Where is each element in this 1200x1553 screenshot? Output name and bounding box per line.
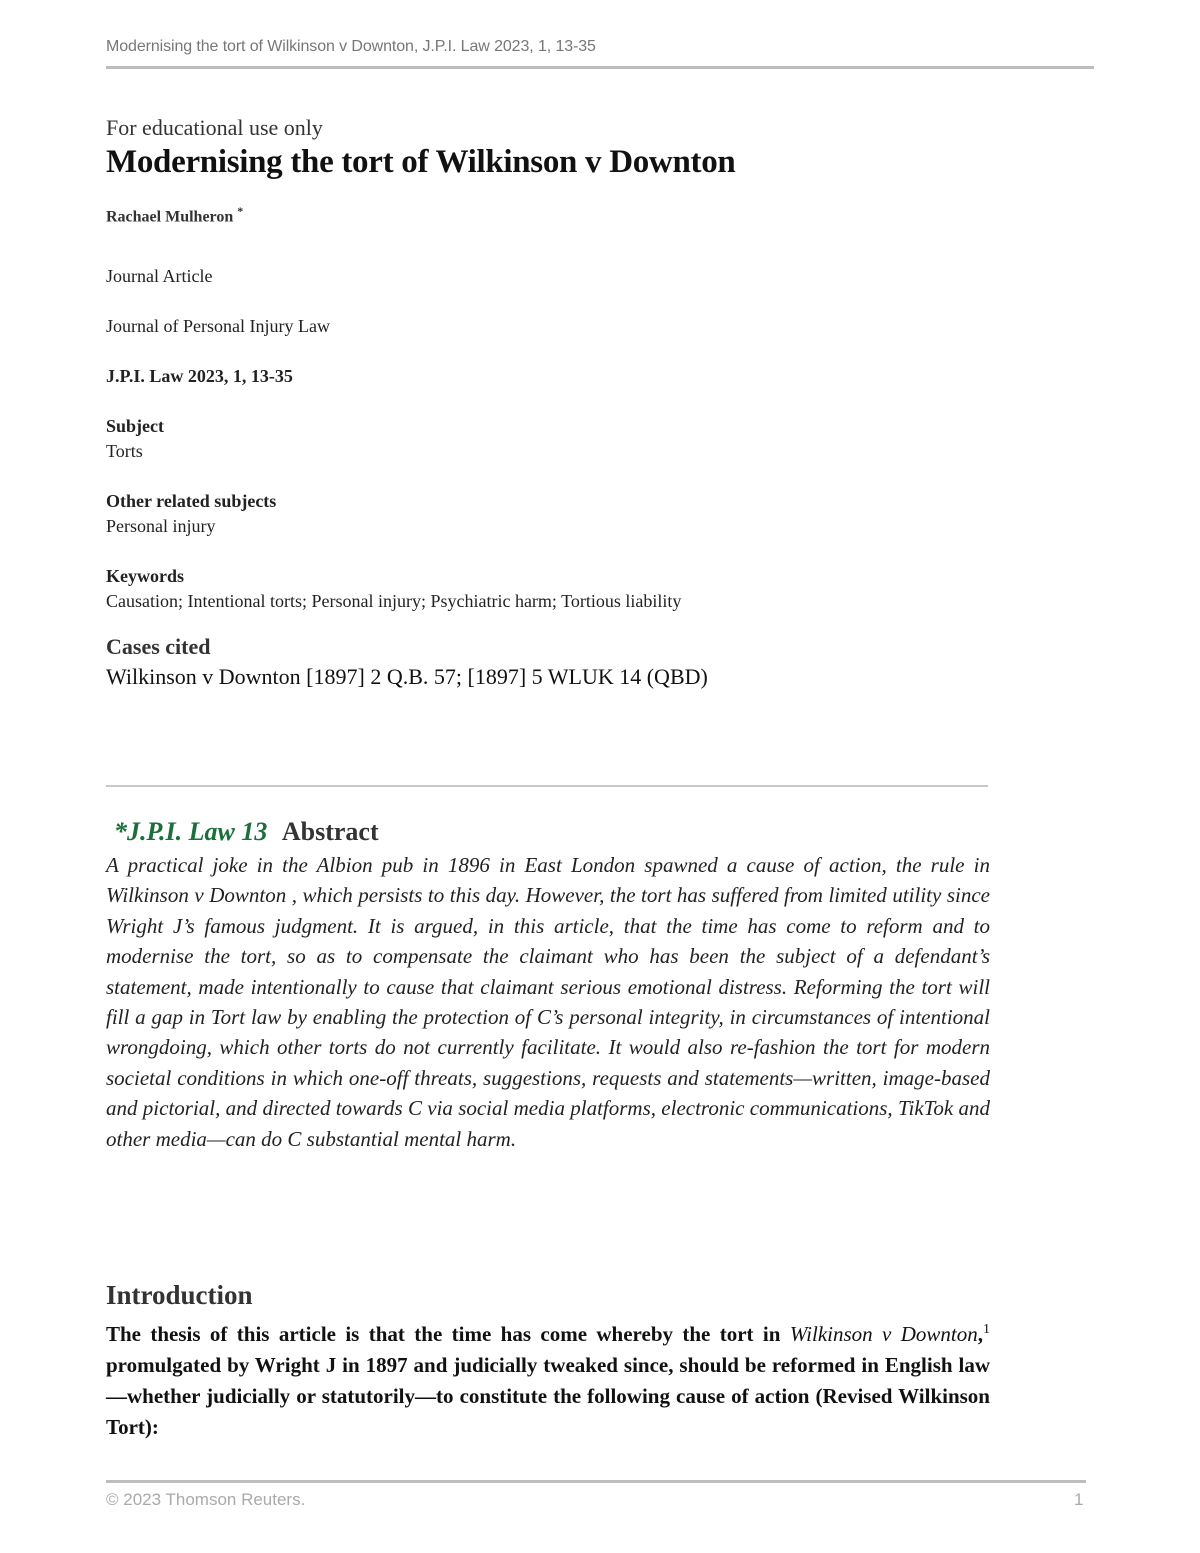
footnote-1-link[interactable]: 1: [983, 1322, 990, 1337]
related-label: Other related subjects: [106, 491, 277, 512]
introduction-paragraph: The thesis of this article is that the time has come whereby the tort in Wilkinson v Downton,$^1$ promulgated by Wright J in 1897 and judicially tweaked since, should be reformed in English law—whether judicially or statutorily—to constitute the following cause of action (Revised Wilkinson Tort):: [106, 1322, 990, 1439]
copyright-notice: © 2023 Thomson Reuters.: [106, 1490, 306, 1509]
keywords-label: Keywords: [106, 566, 184, 587]
keywords-section: [106, 564, 990, 614]
abstract-section: [106, 814, 990, 1154]
abstract-heading: [114, 814, 990, 850]
abstract-text: A practical joke in the Albion pub in 1896 in East London spawned a cause of action, the rule in Wilkinson v Downton , which persists to this day. However, the tort has suffered from limited utility since Wright J’s famous judgment. It is argued, in this article, that the time has come to reform and to modernise the tort, so as to compensate the claimant who has been the subject of a defendant’s statement, made intentionally to cause that claimant serious emotional distress. Reforming the tort will fill a gap in Tort law by enabling the protection of C’s personal integrity, in circumstances of intentional wrongdoing, which other torts do not currently facilitate. It would also re-fashion the tort for modern societal conditions in which one-off threats, suggestions, requests and statements—written, image-based and pictorial, and directed towards C via social media platforms, electronic communications, TikTok and other media—can do C substantial mental harm.: [106, 853, 990, 1151]
subject-section: [106, 414, 990, 464]
author-footnote-link[interactable]: *: [237, 204, 244, 218]
journal-name: Journal of Personal Injury Law: [106, 316, 330, 337]
cases-cited-section: [106, 632, 990, 692]
footer-divider: [106, 1480, 1086, 1483]
case-name: Wilkinson v Downton: [789, 1322, 978, 1346]
citation: J.P.I. Law 2023, 1, 13-35: [106, 366, 293, 387]
related-value: Personal injury: [106, 516, 216, 537]
article-title: Modernising the tort of Wilkinson v Downton: [106, 144, 736, 180]
educational-notice: For educational use only: [106, 115, 323, 140]
document-front-matter: [106, 114, 990, 692]
doc-type: Journal Article: [106, 266, 213, 287]
page-number: 1: [1074, 1490, 1084, 1509]
introduction-section: [106, 1276, 990, 1443]
introduction-heading: Introduction: [106, 1280, 253, 1310]
page-reference-link[interactable]: *J.P.I. Law 13: [114, 817, 268, 846]
cases-value: Wilkinson v Downton [1897] 2 Q.B. 57; [1897] 5 WLUK 14 (QBD): [106, 664, 708, 690]
section-divider: [106, 785, 988, 787]
subject-label: Subject: [106, 416, 164, 437]
abstract-title: Abstract: [281, 817, 379, 846]
running-header: Modernising the tort of Wilkinson v Downton, J.P.I. Law 2023, 1, 13-35: [106, 38, 596, 55]
header-divider: [106, 66, 1094, 69]
author-name: Rachael Mulheron: [106, 208, 234, 226]
keywords-value: Causation; Intentional torts; Personal injury; Psychiatric harm; Tortious liability: [106, 591, 682, 612]
cases-label: Cases cited: [106, 634, 211, 660]
subject-value: Torts: [106, 441, 143, 462]
related-subjects-section: [106, 489, 990, 539]
author-line: [106, 204, 990, 226]
